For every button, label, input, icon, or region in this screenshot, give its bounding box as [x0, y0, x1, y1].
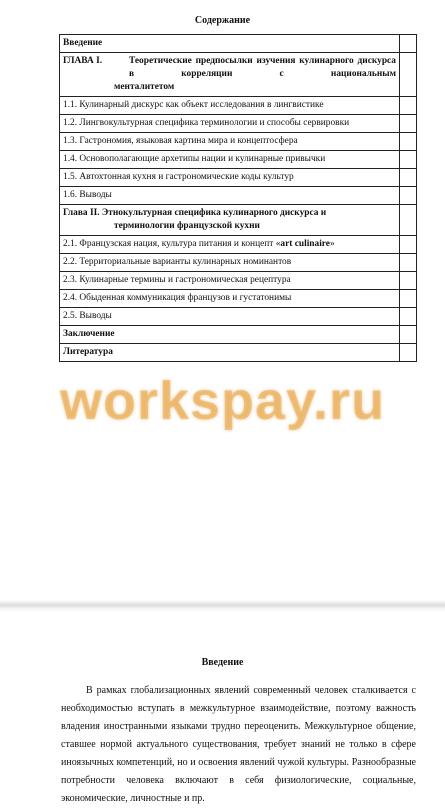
toc-entry-conclusion: Заключение: [60, 326, 400, 344]
toc-entry-introduction: Введение: [60, 35, 400, 53]
page-number-cell: [400, 115, 417, 133]
table-row: [60, 133, 417, 151]
table-row: [60, 308, 417, 326]
page-number-cell: [400, 344, 417, 362]
table-row: [60, 290, 417, 308]
contents-title: Содержание: [194, 15, 251, 26]
table-row: [60, 272, 417, 290]
page-number-cell: [400, 290, 417, 308]
watermark: workspay.ru: [59, 371, 386, 431]
toc-entry-2-3: 2.3. Кулинарные термины и гастрономическая рецептура: [60, 272, 400, 290]
table-row: [60, 151, 417, 169]
chapter-title-continued: терминологии французской кухни: [114, 221, 260, 231]
page-number-cell: [400, 326, 417, 344]
table-row: [60, 344, 417, 362]
table-row: [60, 254, 417, 272]
table-row: [60, 187, 417, 205]
chapter-title: Глава II. Этнокультурная специфика кулинарного дискурса и: [63, 208, 327, 218]
toc-entry-literature: Литература: [60, 344, 400, 362]
page-number-cell: [400, 308, 417, 326]
toc-entry-2-1: [60, 236, 400, 254]
toc-entry-1-2: 1.2. Лингвокультурная специфика терминологии и способы сервировки: [60, 115, 400, 133]
chapter-title-continued: менталитетом: [114, 82, 175, 92]
toc-entry-2-2: 2.2. Территориальные варианты кулинарных номинантов: [60, 254, 400, 272]
chapter-title: Теоретические предпосылки изучения кулинарного дискурса в корреляции с национальным: [129, 56, 396, 79]
introduction-title: Введение: [201, 657, 244, 668]
page-number-cell: [400, 272, 417, 290]
toc-entry-1-1: 1.1. Кулинарный дискурс как объект исследования в лингвистике: [60, 97, 400, 115]
entry-text-end: »: [329, 239, 335, 249]
contents-table: [59, 34, 417, 362]
table-row: [60, 53, 417, 97]
entry-text: 2.1. Французская нация, культура питания и концепт «: [63, 239, 281, 249]
table-row: [60, 35, 417, 53]
page-number-cell: [400, 97, 417, 115]
page-number-cell: [400, 53, 417, 97]
introduction-paragraph: В рамках глобализационных явлений современный человек сталкивается с необходимостью вступать в межкультурное взаимодействие, поэтому важность владения иностранными языками трудно переоценить. Межкультурное общение, ставшее нормой актуального существования, требует знаний не только в сфере иноязычных компетенций, но и освоения явлений чужой культуры. Разнообразные потребности человека включают в себя физиологические, социальные, экономические, личностные и пр.: [61, 685, 416, 804]
page-number-cell: [400, 187, 417, 205]
page-number-cell: [400, 236, 417, 254]
toc-entry-1-5: 1.5. Автохтонная кухня и гастрономические коды культур: [60, 169, 400, 187]
table-row: [60, 97, 417, 115]
toc-entry-2-5: 2.5. Выводы: [60, 308, 400, 326]
page-number-cell: [400, 151, 417, 169]
table-row: [60, 115, 417, 133]
toc-entry-2-4: 2.4. Обыденная коммуникация французов и густатонимы: [60, 290, 400, 308]
toc-entry-1-4: 1.4. Основополагающие архетипы нации и кулинарные привычки: [60, 151, 400, 169]
table-row: [60, 326, 417, 344]
toc-entry-1-6: 1.6. Выводы: [60, 187, 400, 205]
page-introduction: [0, 612, 445, 808]
page-number-cell: [400, 35, 417, 53]
toc-entry-chapter-2: [60, 205, 400, 236]
page-number-cell: [400, 254, 417, 272]
page-number-cell: [400, 133, 417, 151]
page-number-cell: [400, 169, 417, 187]
page-divider: [0, 600, 445, 612]
toc-entry-chapter-1: [60, 53, 400, 97]
chapter-label: ГЛАВА I.: [63, 56, 103, 66]
entry-text-bold: art culinaire: [280, 239, 330, 249]
table-row: [60, 205, 417, 236]
toc-entry-1-3: 1.3. Гастрономия, языковая картина мира и концептосфера: [60, 133, 400, 151]
table-row: [60, 236, 417, 254]
page-number-cell: [400, 205, 417, 236]
table-row: [60, 169, 417, 187]
